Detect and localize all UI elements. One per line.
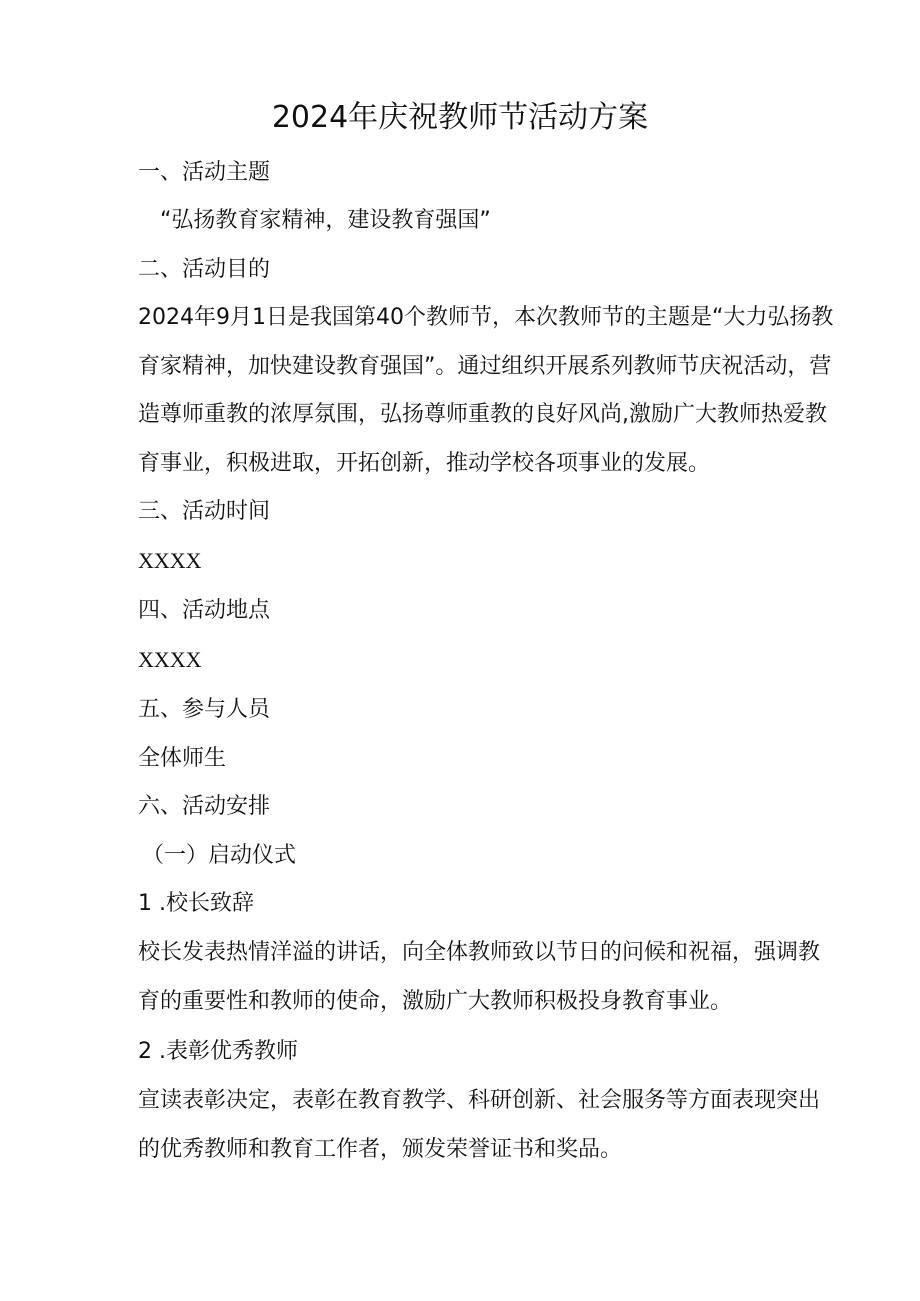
item-body-teacher-awards: 宣读表彰决定，表彰在教育教学、科研创新、社会服务等方面表现突出的优秀教师和教育工作者，颁发荣誉证书和奖品。	[138, 1088, 821, 1162]
document-title: 2024年庆祝教师节活动方案	[271, 100, 649, 135]
item-heading-principal-speech: 1 .校长致辞	[138, 891, 254, 916]
section-heading-theme: 一、活动主题	[138, 160, 271, 185]
section-heading-participants: 五、参与人员	[138, 697, 271, 722]
item-body-principal-speech: 校长发表热情洋溢的讲话，向全体教师致以节日的问候和祝福，强调教育的重要性和教师的使命，激励广大教师积极投身教育事业。	[138, 940, 821, 1014]
section-body-purpose: 2024年9月1日是我国第40个教师节，本次教师节的主题是“大力弘扬教育家精神，加快建设教育强国”。通过组织开展系列教师节庆祝活动，营造尊师重教的浓厚氛围，弘扬尊师重教的良好风尚,激励广大教师热爱教育事业，积极进取，开拓创新，推动学校各项事业的发展。	[138, 305, 834, 476]
section-body-theme: “弘扬教育家精神，建设教育强国”	[160, 208, 491, 233]
section-body-time: XXXX	[138, 548, 202, 573]
section-heading-location: 四、活动地点	[138, 598, 271, 623]
section-heading-time: 三、活动时间	[138, 499, 271, 524]
section-body-participants: 全体师生	[138, 746, 227, 771]
section-heading-arrangement: 六、活动安排	[138, 794, 271, 819]
section-body-location: XXXX	[138, 647, 202, 672]
section-heading-purpose: 二、活动目的	[138, 257, 271, 282]
item-heading-teacher-awards: 2 .表彰优秀教师	[138, 1039, 298, 1064]
subsection-heading-launch: （一）启动仪式	[142, 843, 297, 868]
